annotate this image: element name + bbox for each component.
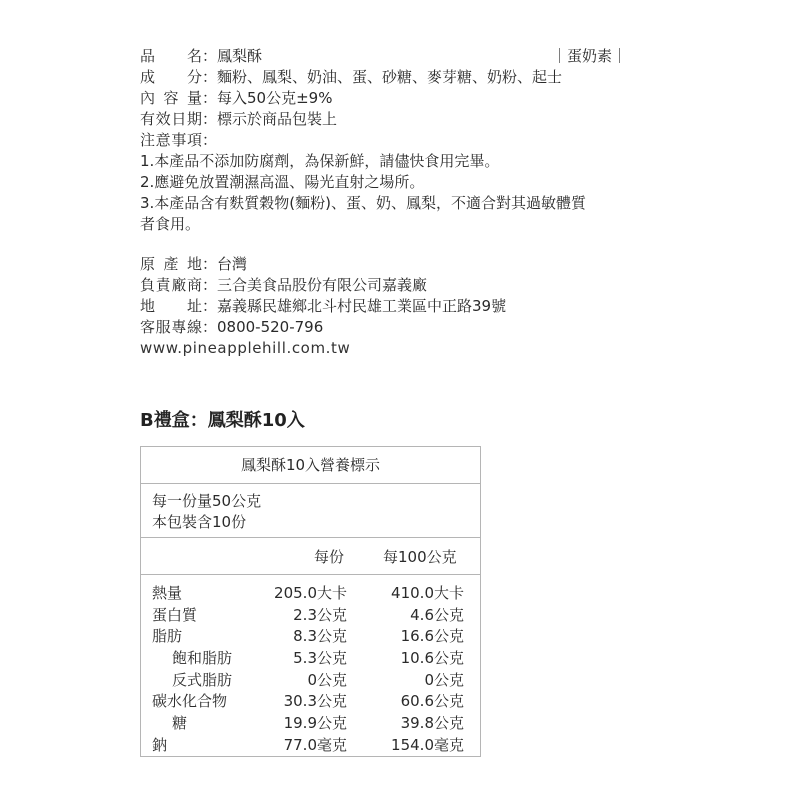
nutrition-row bbox=[141, 648, 480, 670]
nutrient-name: 糖 bbox=[172, 714, 188, 733]
value-per-100g: 16.6公克 bbox=[400, 627, 464, 646]
value-per-serving: 2.3公克 bbox=[293, 605, 347, 624]
nutrition-row bbox=[141, 691, 480, 713]
label-char: 地 bbox=[140, 297, 156, 315]
value-per-100g: 10.6公克 bbox=[400, 649, 464, 668]
info-row bbox=[140, 67, 640, 88]
value-per-100g: 410.0大卡 bbox=[391, 584, 464, 602]
column-headers bbox=[141, 538, 480, 575]
label-char: 容 bbox=[163, 89, 179, 107]
label-char: 廠 bbox=[171, 276, 187, 294]
value-per-serving: 30.3公克 bbox=[283, 692, 347, 711]
info-value: 0800-520-796 bbox=[217, 318, 324, 336]
col-per-100g: 每100公克 bbox=[383, 548, 457, 566]
info-value: 鳳梨酥 bbox=[217, 47, 263, 65]
label-char: 成 bbox=[140, 68, 156, 86]
label-char: 期： bbox=[186, 110, 217, 128]
info-value: 三合美食品股份有限公司嘉義廠 bbox=[217, 276, 428, 294]
label-char: 效 bbox=[155, 110, 171, 128]
nutrient-name: 蛋白質 bbox=[152, 605, 198, 624]
label-char: 線： bbox=[186, 318, 217, 336]
nutrition-table bbox=[140, 446, 481, 757]
nutrition-row bbox=[141, 670, 480, 692]
label-char: 分： bbox=[186, 68, 217, 86]
label-char: 責 bbox=[155, 276, 171, 294]
note-line: 2.應避免放置潮濕高溫、陽光直射之場所。 bbox=[140, 173, 425, 191]
nutrient-name: 飽和脂肪 bbox=[172, 649, 233, 668]
note-line: 3.本產品含有麩質穀物(麵粉)、蛋、奶、鳳梨，不適合對其過敏體質 bbox=[140, 194, 587, 212]
serving-info bbox=[141, 484, 480, 538]
info-label bbox=[140, 88, 217, 109]
info-row bbox=[140, 88, 640, 109]
info-label bbox=[140, 317, 217, 338]
info-value: 麵粉、鳳梨、奶油、蛋、砂糖、麥芽糖、奶粉、起士 bbox=[217, 68, 563, 86]
info-label bbox=[140, 109, 217, 130]
nutrition-title: 鳳梨酥10入營養標示 bbox=[141, 447, 480, 484]
value-per-serving: 8.3公克 bbox=[293, 627, 347, 646]
info-row bbox=[140, 317, 640, 338]
label-char: 量： bbox=[186, 89, 217, 107]
value-per-100g: 0公克 bbox=[424, 670, 464, 689]
nutrient-name: 碳水化合物 bbox=[152, 692, 228, 711]
info-row bbox=[140, 275, 640, 296]
serving-size: 每一份量50公克 bbox=[152, 492, 262, 510]
value-per-serving: 0公克 bbox=[307, 670, 347, 689]
info-value: 每入50公克±9% bbox=[217, 89, 333, 107]
info-label bbox=[140, 275, 217, 296]
info-row bbox=[140, 109, 640, 130]
info-label bbox=[140, 46, 217, 67]
label-char: 內 bbox=[140, 89, 156, 107]
nutrient-name: 熱量 bbox=[152, 584, 183, 602]
info-value bbox=[217, 130, 640, 151]
note-line: 1.本產品不添加防腐劑，為保新鮮，請儘快食用完畢。 bbox=[140, 152, 500, 170]
info-label bbox=[140, 67, 217, 88]
value-per-serving: 19.9公克 bbox=[283, 714, 347, 733]
label-char: 原 bbox=[140, 255, 156, 273]
label-char: 有 bbox=[140, 110, 156, 128]
value-per-100g: 154.0毫克 bbox=[391, 735, 464, 754]
info-value: 嘉義縣民雄鄉北斗村民雄工業區中正路39號 bbox=[217, 297, 507, 315]
nutrient-name: 反式脂肪 bbox=[172, 670, 233, 689]
value-per-100g: 4.6公克 bbox=[410, 605, 464, 624]
diet-tag: ｜蛋奶素｜ bbox=[552, 47, 628, 65]
value-per-serving: 5.3公克 bbox=[293, 649, 347, 668]
nutrition-row bbox=[141, 583, 480, 605]
website: www.pineapplehill.com.tw bbox=[140, 339, 351, 357]
label-char: 意 bbox=[155, 131, 171, 149]
value-per-serving: 205.0大卡 bbox=[274, 584, 347, 602]
info-row bbox=[140, 296, 640, 317]
nutrient-name: 脂肪 bbox=[152, 627, 183, 646]
servings-per-package: 本包裝含10份 bbox=[152, 513, 247, 531]
label-char: 址： bbox=[186, 297, 217, 315]
nutrient-name: 鈉 bbox=[152, 735, 168, 754]
note-line: 者食用。 bbox=[140, 215, 201, 233]
nutrition-items bbox=[141, 575, 480, 757]
label-char: 客 bbox=[140, 318, 156, 336]
label-char: 名： bbox=[186, 47, 217, 65]
origin-rows bbox=[140, 254, 640, 338]
label-char: 專 bbox=[171, 318, 187, 336]
value-per-serving: 77.0毫克 bbox=[283, 735, 347, 754]
product-info bbox=[140, 46, 640, 359]
value-per-100g: 39.8公克 bbox=[400, 714, 464, 733]
info-value: 標示於商品包裝上 bbox=[217, 110, 338, 128]
label-char: 服 bbox=[155, 318, 171, 336]
value-per-100g: 60.6公克 bbox=[400, 692, 464, 711]
label-char: 事 bbox=[171, 131, 187, 149]
label-char: 商： bbox=[186, 276, 217, 294]
nutrition-row bbox=[141, 626, 480, 648]
box-title: B禮盒：鳳梨酥10入 bbox=[140, 410, 305, 431]
label-char: 品 bbox=[140, 47, 156, 65]
info-label bbox=[140, 254, 217, 275]
label-char: 產 bbox=[163, 255, 179, 273]
label-char: 日 bbox=[171, 110, 187, 128]
nutrition-row bbox=[141, 735, 480, 757]
info-row bbox=[140, 130, 640, 151]
label-char: 注 bbox=[140, 131, 156, 149]
nutrition-row bbox=[141, 605, 480, 627]
info-value: 台灣 bbox=[217, 255, 248, 273]
info-label bbox=[140, 130, 217, 151]
info-row bbox=[140, 254, 640, 275]
col-per-serving: 每份 bbox=[314, 548, 345, 566]
nutrition-row bbox=[141, 713, 480, 735]
notes-list bbox=[140, 151, 640, 235]
label-char: 負 bbox=[140, 276, 156, 294]
label-char: 項： bbox=[186, 131, 217, 149]
label-char: 地： bbox=[186, 255, 217, 273]
info-label bbox=[140, 296, 217, 317]
